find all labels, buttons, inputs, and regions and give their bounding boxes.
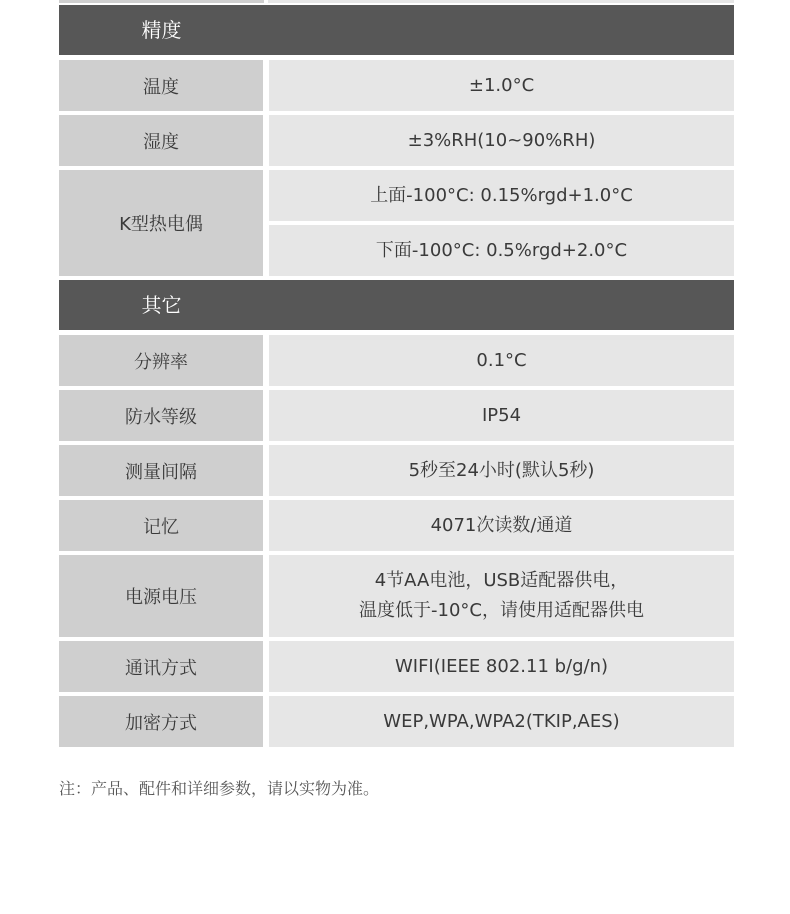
table-row-communication — [59, 641, 734, 692]
table-row-memory — [59, 500, 734, 551]
table-row-protection — [59, 390, 734, 441]
row-value: 4071次读数/通道 — [269, 500, 734, 551]
row-value-line: 4节AA电池，USB适配器供电， — [374, 570, 629, 591]
row-label: 测量间隔 — [59, 445, 263, 496]
row-label: 防水等级 — [59, 390, 263, 441]
section-header-other — [59, 280, 734, 330]
table-row-temperature — [59, 60, 734, 111]
row-value-line: 温度低于-10°C，请使用适配器供电 — [359, 600, 644, 621]
row-label: 分辨率 — [59, 335, 263, 386]
row-label: 温度 — [59, 60, 263, 111]
row-value-lower: 下面-100°C: 0.5%rgd+2.0°C — [269, 225, 734, 276]
row-label: 通讯方式 — [59, 641, 263, 692]
table-top-edge — [59, 0, 734, 3]
row-label: K型热电偶 — [59, 170, 263, 276]
section-title: 其它 — [141, 293, 182, 317]
table-row-encryption — [59, 696, 734, 747]
section-header-accuracy — [59, 5, 734, 55]
row-value: IP54 — [269, 390, 734, 441]
table-row-power — [59, 555, 734, 637]
section-title: 精度 — [141, 18, 182, 42]
footnote: 注：产品、配件和详细参数，请以实物为准。 — [59, 779, 380, 798]
table-row-resolution — [59, 335, 734, 386]
row-value: ±3%RH(10~90%RH) — [269, 115, 734, 166]
row-value — [269, 555, 734, 637]
row-value: 0.1°C — [269, 335, 734, 386]
row-value-upper: 上面-100°C: 0.15%rgd+1.0°C — [269, 170, 734, 221]
row-value: WEP,WPA,WPA2(TKIP,AES) — [269, 696, 734, 747]
row-value: WIFI(IEEE 802.11 b/g/n) — [269, 641, 734, 692]
table-row-humidity — [59, 115, 734, 166]
row-value: 5秒至24小时(默认5秒) — [269, 445, 734, 496]
row-value-stack — [269, 170, 734, 276]
table-row-thermocouple — [59, 170, 734, 276]
table-row-interval — [59, 445, 734, 496]
row-label: 湿度 — [59, 115, 263, 166]
row-value: ±1.0°C — [269, 60, 734, 111]
row-label: 记忆 — [59, 500, 263, 551]
row-label: 电源电压 — [59, 555, 263, 637]
row-label: 加密方式 — [59, 696, 263, 747]
